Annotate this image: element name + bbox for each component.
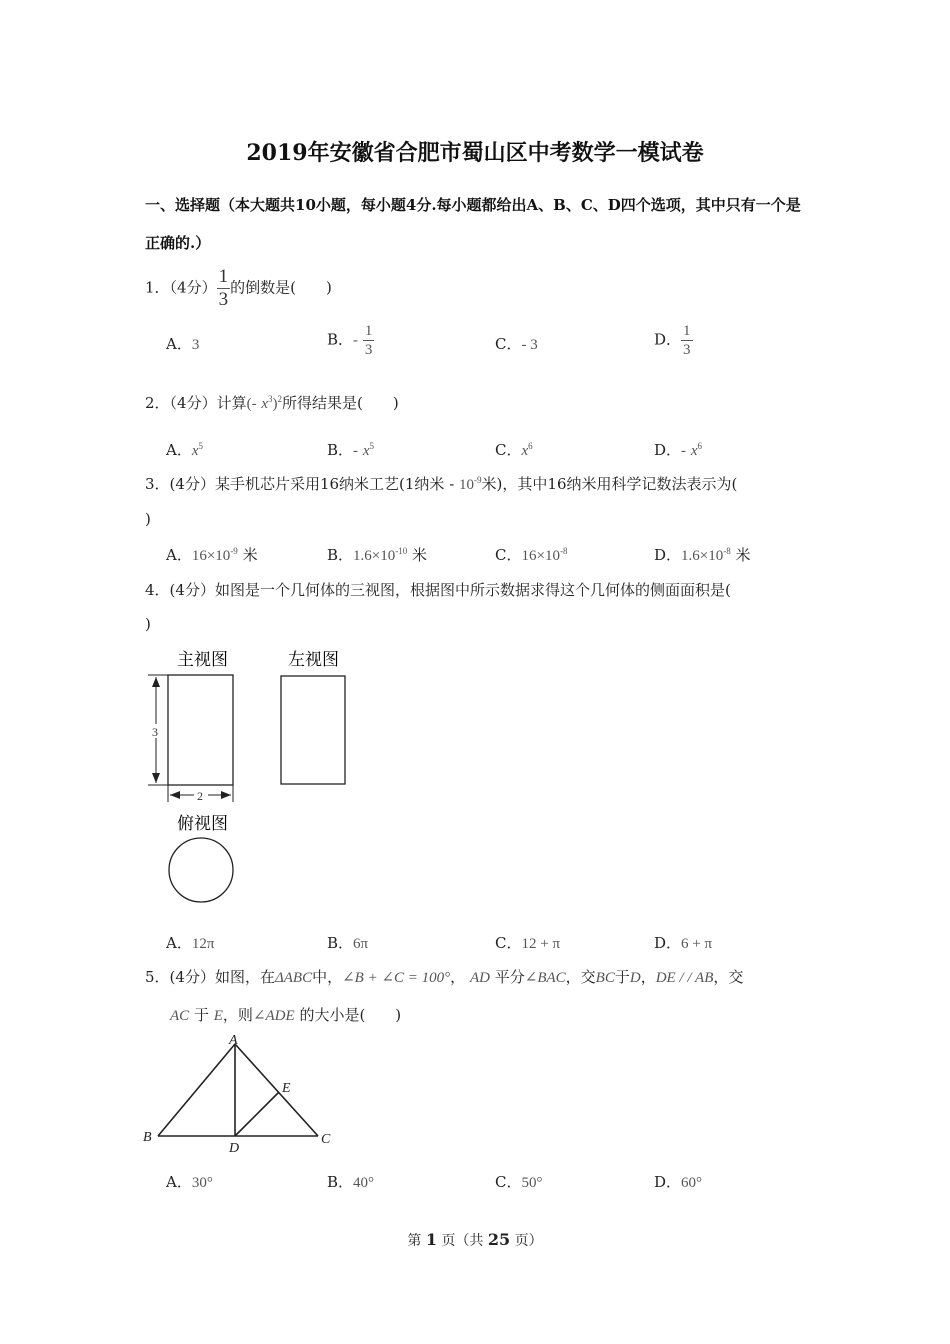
question-1-number: 1．（4分） [145, 278, 217, 297]
question-3-line2: ) [145, 510, 151, 528]
question-4: 4．(4分）如图是一个几何体的三视图，根据图中所示数据求得这个几何体的侧面面积是( [145, 581, 731, 599]
q4-option-a[interactable]: A．12π [166, 934, 215, 952]
point-c-label: C [321, 1132, 331, 1147]
segment-ac [235, 1044, 318, 1136]
question-5-line2: AC 于 E，则∠ADE 的大小是( ) [170, 1006, 402, 1024]
q2-option-c[interactable]: C．$x^6$ [495, 441, 533, 459]
q1-option-b[interactable]: B．- $\frac{1}{3}$ [327, 323, 373, 358]
q4-option-d[interactable]: D．6 + π [654, 934, 713, 952]
q2-option-d[interactable]: D．- $x^6$ [654, 441, 702, 459]
q2-option-a[interactable]: A．$x^5$ [166, 441, 204, 459]
arrow-down-icon [152, 773, 160, 783]
front-view-rect [168, 675, 233, 785]
arrow-right-icon [221, 791, 231, 799]
q4-option-b[interactable]: B．6π [327, 934, 369, 952]
q5-option-a[interactable]: A．30° [166, 1173, 213, 1191]
q1-option-d[interactable]: D． $\frac{1}{3}$ [654, 323, 691, 358]
q3-option-b[interactable]: B．$1.6\times 10^{-10}$ 米 [327, 546, 428, 564]
top-view-label: 俯视图 [177, 814, 228, 834]
arrow-left-icon [170, 791, 180, 799]
page-number: 1 [425, 1230, 437, 1249]
point-b-label: B [143, 1130, 152, 1145]
width-label: 2 [197, 789, 203, 803]
front-view-label: 主视图 [177, 650, 228, 670]
question-1-text: 的倒数是( ) [230, 278, 332, 297]
q3-option-c[interactable]: C．$16\times 10^{-8}$ [495, 546, 568, 564]
height-label: 3 [152, 725, 158, 739]
q5-option-b[interactable]: B．40° [327, 1173, 375, 1191]
q3-option-d[interactable]: D．$1.6\times 10^{-8}$ 米 [654, 546, 751, 564]
q1-option-a[interactable]: A．3 [166, 335, 200, 353]
segment-ab [158, 1044, 235, 1136]
q4-option-c[interactable]: C．12 + π [495, 934, 561, 952]
point-a-label: A [229, 1033, 238, 1048]
question-1-fraction: $\frac{1}{3}$ [218, 266, 229, 310]
point-e-label: E [282, 1081, 291, 1096]
question-1 [145, 266, 332, 311]
section-header: 一、选择题（本大题共10小题，每小题4分.每小题都给出A、B、C、D四个选项，其中只有一个是正确的.） [145, 196, 801, 252]
question-2: 2．（4分）计算(- $x^3)^2$所得结果是( ) [145, 394, 399, 412]
segment-de [235, 1092, 279, 1136]
q3-option-a[interactable]: A．$16\times 10^{-9}$ 米 [166, 546, 258, 564]
three-views-figure [140, 640, 370, 910]
question-3: 3．(4分）某手机芯片采用16纳米工艺(1纳米 - $10^{-9}$米)，其中16纳米用科学记数法表示为( [145, 475, 738, 493]
top-view-circle [169, 838, 233, 902]
q2-option-b[interactable]: B．- $x^5$ [327, 441, 374, 459]
question-5: 5．(4分）如图，在ΔABC中，∠B + ∠C = 100°， AD 平分∠BAC，交BC于D，DE / / AB，交 [145, 968, 744, 986]
page-footer: 第 1 页（共 25 页） [407, 1230, 543, 1249]
side-view-rect [281, 676, 345, 784]
side-view-label: 左视图 [288, 650, 339, 670]
q1-option-c[interactable]: C．- 3 [495, 335, 538, 353]
question-4-line2: ) [145, 615, 151, 633]
arrow-up-icon [152, 677, 160, 687]
q5-option-c[interactable]: C．50° [495, 1173, 543, 1191]
q5-option-d[interactable]: D．60° [654, 1173, 703, 1191]
triangle-figure [138, 1030, 348, 1160]
point-d-label: D [229, 1141, 240, 1156]
page-title: 2019年安徽省合肥市蜀山区中考数学一模试卷 [246, 140, 704, 166]
total-pages: 25 [487, 1230, 511, 1249]
